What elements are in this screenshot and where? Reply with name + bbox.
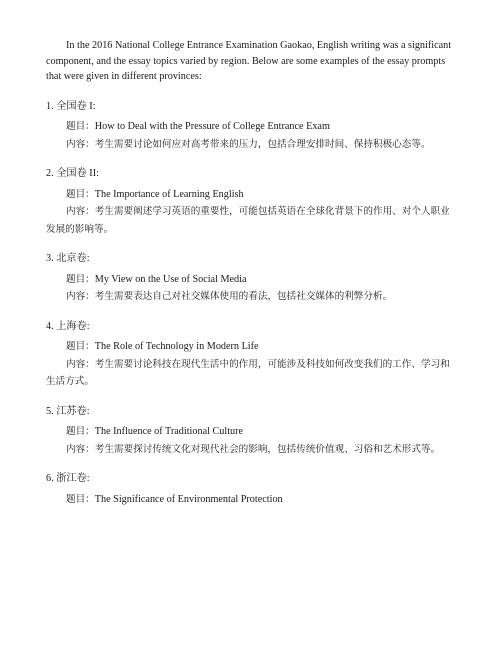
content-prefix: 内容： — [66, 358, 95, 370]
content-prefix: 内容： — [66, 138, 95, 150]
topic-text: The Influence of Traditional Culture — [94, 426, 244, 437]
essay-item-5 — [46, 404, 458, 459]
content-text: 考生需要阐述学习英语的重要性，可能包括英语在全球化背景下的作用、对个人职业发展的影响等。 — [46, 206, 450, 235]
intro-paragraph: In the 2016 National College Entrance Examination Gaokao, English writing was a significant component, and the essay topics varied by region. Below are some examples of the essay prompts that were given in different provinces: — [46, 40, 452, 82]
topic-prefix: 题目： — [66, 188, 95, 200]
content-prefix: 内容： — [66, 291, 95, 302]
item-topic — [46, 338, 458, 356]
item-content — [46, 441, 458, 459]
item-heading: 2. 全国卷 II: — [46, 168, 99, 179]
item-heading: 4. 上海卷: — [46, 320, 90, 332]
item-topic — [46, 186, 458, 204]
content-text: 考生需要讨论科技在现代生活中的作用，可能涉及科技如何改变我们的工作、学习和生活方式。 — [46, 358, 450, 387]
item-heading: 6. 浙江卷: — [46, 473, 90, 484]
topic-prefix: 题目： — [66, 273, 95, 285]
essay-item-2 — [46, 166, 458, 238]
topic-prefix: 题目： — [66, 493, 95, 505]
topic-text: The Importance of Learning English — [94, 188, 244, 200]
topic-text: How to Deal with the Pressure of College Entrance Exam — [94, 121, 330, 132]
content-text: 考生需要探讨传统文化对现代社会的影响，包括传统价值观、习俗和艺术形式等。 — [94, 443, 441, 455]
topic-prefix: 题目： — [66, 426, 95, 437]
content-prefix: 内容： — [66, 206, 95, 217]
topic-text: The Role of Technology in Modern Life — [94, 341, 259, 352]
essay-item-3 — [46, 251, 458, 306]
item-heading: 5. 江苏卷: — [46, 405, 90, 417]
topic-prefix: 题目： — [66, 121, 95, 132]
content-text: 考生需要讨论如何应对高考带来的压力，包括合理安排时间、保持积极心态等。 — [94, 138, 431, 150]
document-page — [46, 38, 458, 521]
topic-text: My View on the Use of Social Media — [94, 273, 247, 285]
essay-item-6 — [46, 471, 458, 508]
essay-item-4 — [46, 319, 458, 391]
topic-text: The Significance of Environmental Protection — [94, 493, 283, 505]
item-heading: 1. 全国卷 I: — [46, 100, 96, 112]
content-prefix: 内容： — [66, 443, 95, 455]
item-topic — [46, 271, 458, 289]
item-topic — [46, 118, 458, 136]
item-topic — [46, 423, 458, 441]
item-topic — [46, 491, 458, 509]
item-content — [46, 356, 458, 391]
topic-prefix: 题目： — [66, 341, 95, 352]
item-heading: 3. 北京卷: — [46, 253, 90, 264]
essay-item-1 — [46, 99, 458, 154]
content-text: 考生需要表达自己对社交媒体使用的看法，包括社交媒体的利弊分析。 — [94, 291, 393, 302]
item-content — [46, 136, 458, 154]
item-content — [46, 203, 458, 238]
item-content — [46, 288, 458, 306]
